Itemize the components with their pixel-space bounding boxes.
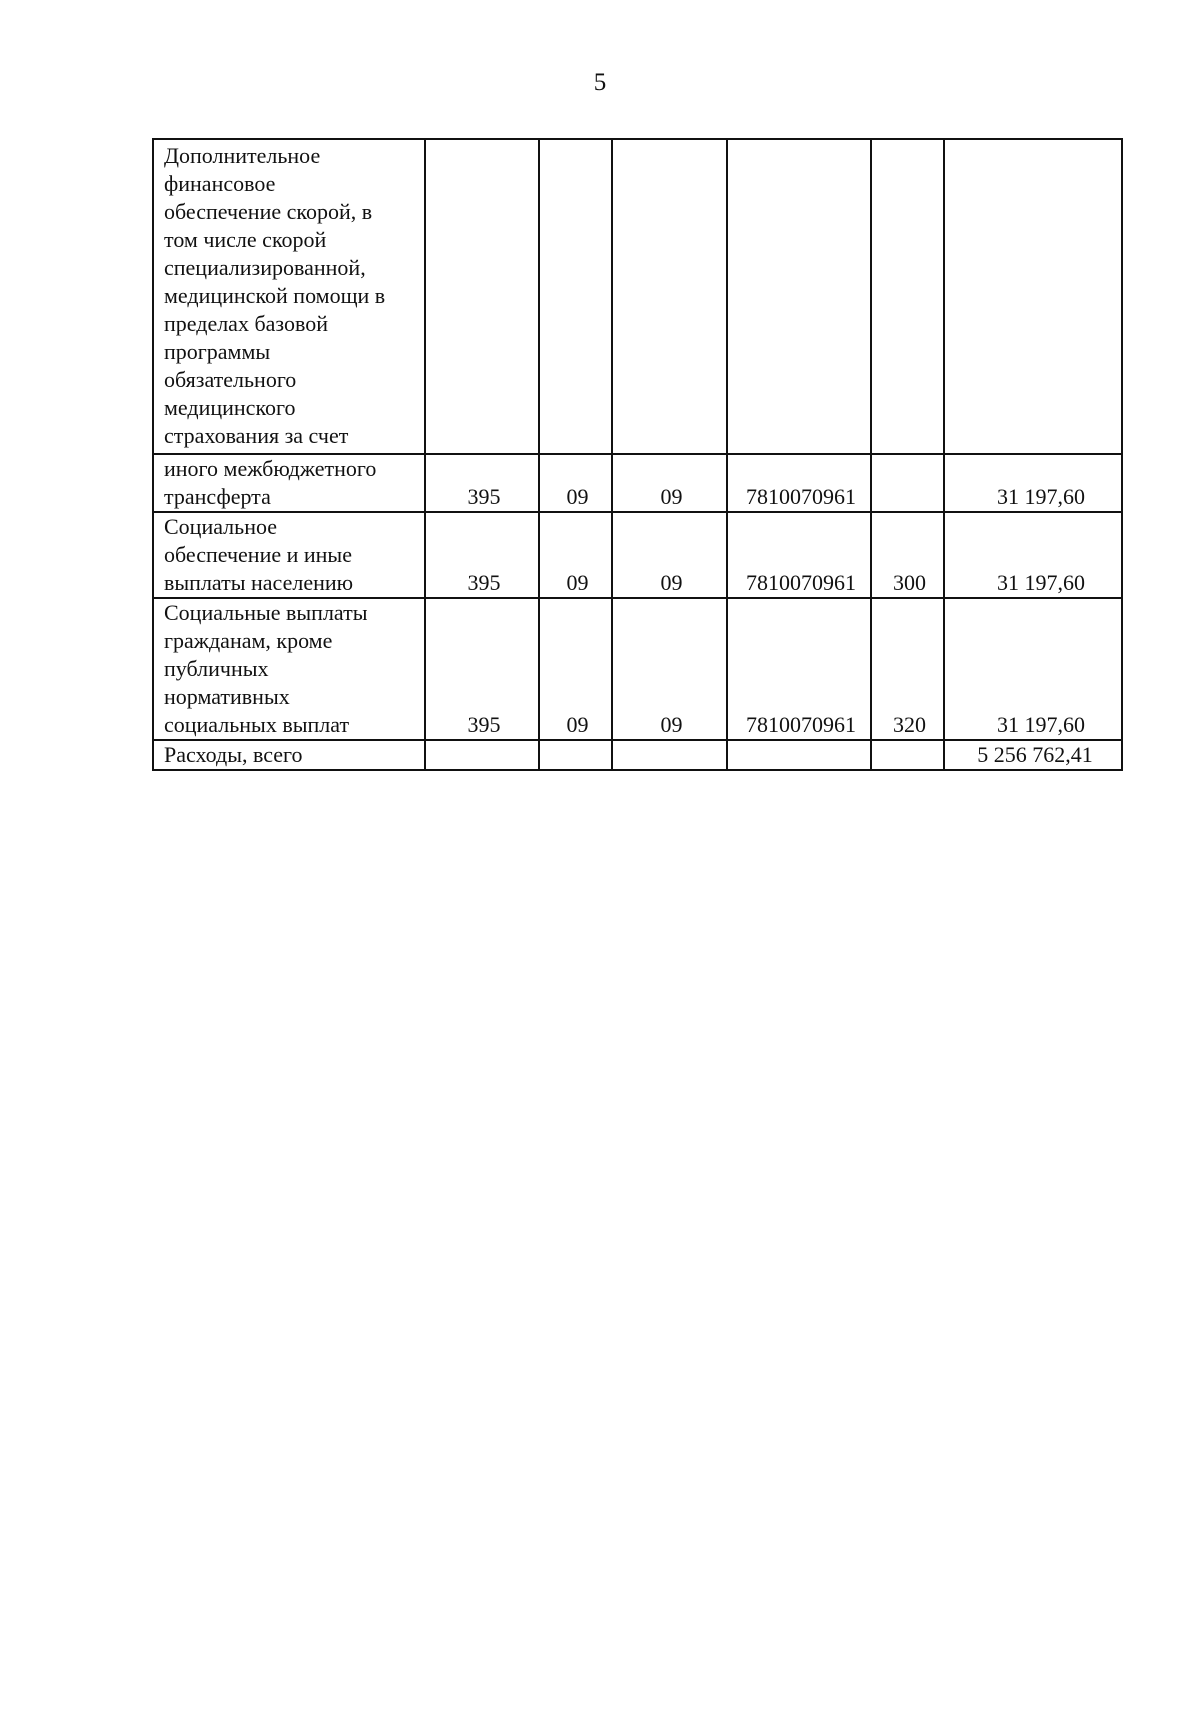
section-code-cell: 09 bbox=[539, 512, 612, 598]
row-name-cell: Социальное обеспечение и иные выплаты населению bbox=[153, 512, 425, 598]
target-article-cell: 7810070961 bbox=[727, 512, 871, 598]
expense-type-cell bbox=[871, 454, 944, 512]
expense-type-cell: 320 bbox=[871, 598, 944, 740]
expenditure-table bbox=[152, 138, 1123, 771]
table-row bbox=[153, 512, 1122, 598]
empty-cell bbox=[727, 740, 871, 770]
total-label: Расходы, всего bbox=[153, 740, 425, 770]
row-name-cell: иного межбюджетного трансферта bbox=[153, 454, 425, 512]
empty-cell bbox=[612, 740, 727, 770]
table-row bbox=[153, 454, 1122, 512]
empty-cell bbox=[871, 740, 944, 770]
total-amount: 5 256 762,41 bbox=[944, 740, 1122, 770]
ministry-code-cell: 395 bbox=[425, 454, 539, 512]
empty-cell bbox=[425, 740, 539, 770]
expense-type-cell: 300 bbox=[871, 512, 944, 598]
subsection-code-cell: 09 bbox=[612, 454, 727, 512]
empty-cell bbox=[539, 740, 612, 770]
expense-type-cell bbox=[871, 139, 944, 454]
amount-cell: 31 197,60 bbox=[944, 512, 1122, 598]
subsection-code-cell bbox=[612, 139, 727, 454]
section-code-cell: 09 bbox=[539, 454, 612, 512]
ministry-code-cell: 395 bbox=[425, 512, 539, 598]
amount-cell bbox=[944, 139, 1122, 454]
table-row bbox=[153, 598, 1122, 740]
ministry-code-cell bbox=[425, 139, 539, 454]
subsection-code-cell: 09 bbox=[612, 512, 727, 598]
target-article-cell: 7810070961 bbox=[727, 598, 871, 740]
target-article-cell bbox=[727, 139, 871, 454]
amount-cell: 31 197,60 bbox=[944, 598, 1122, 740]
ministry-code-cell: 395 bbox=[425, 598, 539, 740]
table-row bbox=[153, 139, 1122, 454]
row-name-cell: Социальные выплаты гражданам, кроме публичных нормативных социальных выплат bbox=[153, 598, 425, 740]
row-name-cell: Дополнительное финансовое обеспечение скорой, в том числе скорой специализированной, медицинской помощи в пределах базовой программы обязательного медицинского страхования за счет bbox=[153, 139, 425, 454]
total-row bbox=[153, 740, 1122, 770]
section-code-cell: 09 bbox=[539, 598, 612, 740]
section-code-cell bbox=[539, 139, 612, 454]
target-article-cell: 7810070961 bbox=[727, 454, 871, 512]
amount-cell: 31 197,60 bbox=[944, 454, 1122, 512]
subsection-code-cell: 09 bbox=[612, 598, 727, 740]
page-number: 5 bbox=[593, 69, 607, 96]
